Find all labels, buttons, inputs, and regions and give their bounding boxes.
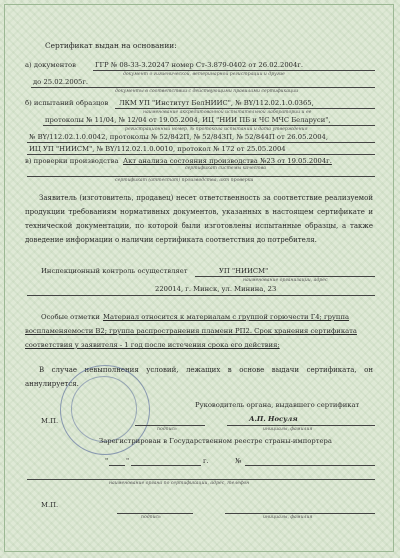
bottom-sig-rule [117,513,193,514]
special-label: Особые отметки [41,313,100,321]
section-b-line2: протоколы № 11/04, № 12/04 от 19.05.2004, ИЦ "НИИ ПБ и ЧС МЧС Беларуси", [45,116,331,124]
section-b-caption2: регистрационный номер, № протокола испытаний и дата утверждения [125,127,308,132]
inspection-caption: наименование организации, адрес [243,278,328,283]
section-b-rule1 [115,108,375,109]
bottom-name-rule [225,513,375,514]
special-line1: Материал относится к материалам с группой горючести Г4; группа [103,313,350,321]
head-mp: М.П. [41,417,59,425]
section-a-caption: документ о гигиенической, ветеринарной регистрации и другие [123,72,285,77]
head-sig-caption: подпись [157,427,177,432]
section-b-rule3 [27,142,375,143]
registered-year-suffix: г. [203,457,209,465]
registered-day-rule [109,465,125,466]
section-c-rule [27,176,375,177]
declaration-text: Заявитель (изготовитель, продавец) несет ответственность за соответствие реализуемой продукции требованиям нормативных документов, указанных в настоящем сертификате и технической документации, по которой были изготовлены испытанные образцы, а также доведение информации о наличии сертификата соответствия до потребителя. [25,194,373,244]
inspection-rule [195,276,375,277]
section-a-value: ГГР № 08-33-3.20247 номер Ст-3.879-0402 от 26.02.2004г. [95,61,304,69]
section-b-line4: ИЦ УП "НИИСМ", № BY/112.02.1.0.0010, протокол № 172 от 25.05.2004 [29,145,286,153]
violation-text: В случае невыполнения условий, лежащих в основе выдачи сертификата, он аннулируется. [25,366,373,388]
heading: Сертификат выдан на основании: [45,41,177,50]
head-name-caption: инициалы, фамилия [263,427,313,432]
section-a-prefix: а) документов [25,61,76,69]
registered-org-rule [27,479,375,480]
head-name-rule [227,425,375,426]
registered-text: Зарегистрирован в Государственном реестре страны-импортера [99,437,332,445]
registered-month-rule [131,465,201,466]
inspection-org: УП "НИИСМ" [219,267,269,275]
bottom-mp: М.П. [41,501,59,509]
inspection-label: Инспекционный контроль осуществляет [41,267,188,275]
section-c-value: Акт анализа состояния производства №23 от 19.05.2004г. [123,157,332,165]
section-b-rule2 [43,125,375,126]
registered-caption: наименование органа по сертификации, адрес, телефон [109,481,250,486]
section-b-line3: № BY/112.02.1.0.0042, протоколы № 52/842П, № 52/843П, № 52/844П от 26.05.2004, [29,133,329,141]
bottom-name-caption: инициалы, фамилия [263,515,313,520]
special-line3: соответствия у заявителя - 1 год после истечения срока его действия; [25,341,280,349]
section-a-caption2: документы в соответствии с действующими правилами сертификации [115,89,299,94]
registered-quote-close: " [126,457,130,465]
head-sig-rule [135,425,205,426]
section-b-rule4 [27,154,375,155]
certificate-page [4,4,394,552]
section-a-until: до 25.02.2005г. [33,78,89,86]
registered-number-rule [245,465,375,466]
special-line2: воспламеняемости В2; группа распространения пламени РП2. Срок хранения сертификата [25,327,357,335]
registered-quote-open: " [105,457,109,465]
section-c-caption: сертификат системы качества [185,166,266,171]
section-b-caption1: наименование аккредитованной испытательной лаборатории и ее [143,110,312,115]
head-title: Руководитель органа, выдавшего сертификат [195,401,360,409]
section-c-prefix: в) проверки производства [25,157,119,165]
section-a-rule [93,70,375,71]
bottom-sig-caption: подпись [141,515,161,520]
section-b-value1: ЛКМ УП "Институт БелНИИС", № BY/112.02.1.0.0365, [119,99,314,107]
inspection-rule2 [27,295,375,296]
head-name: А.П. Носуля [249,415,298,423]
section-c-caption2: сертификат (аттестат) производства, акт проверки [115,178,254,183]
section-a-rule2 [31,87,375,88]
registered-number-sign: № [235,457,242,465]
inspection-address: 220014, г. Минск, ул. Минина, 23 [155,285,277,293]
section-b-prefix: б) испытаний образцов [25,99,109,107]
